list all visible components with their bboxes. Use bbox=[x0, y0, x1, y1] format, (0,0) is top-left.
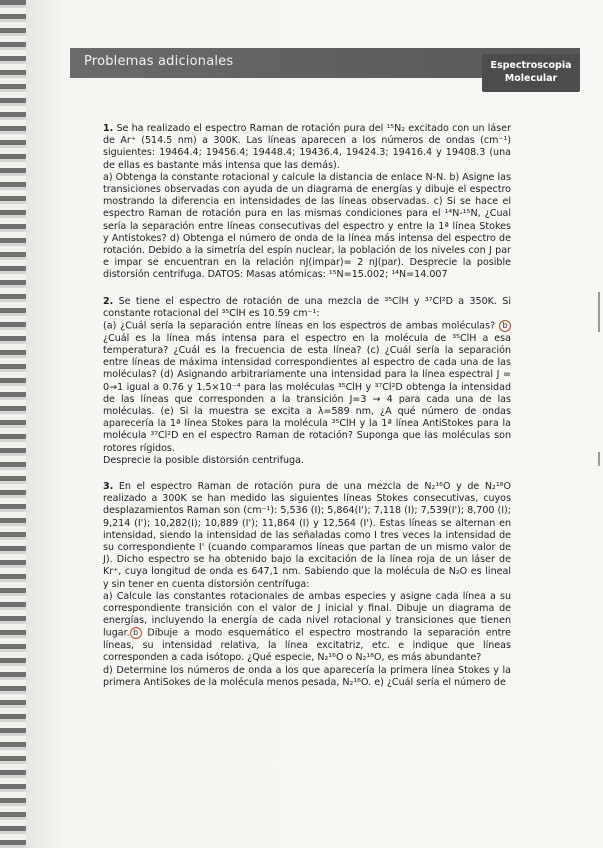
problem-3 bbox=[103, 481, 511, 689]
problem-text: En el espectro Raman de rotación pura de una mezcla de N₂¹⁶O y de N₂¹⁸O realizado a 300K se han medido las siguientes líneas Stokes consecutivas, cuyos desplazamientos Raman son (cm⁻¹): 5,536 (I); 5,864(I'); 7,118 (I); 7,539(I'); 8,700 (I); 9,214 (I'); 10,282(I); 10,889 (I'); 11,864 (I) y 12,564 (I'). Estas líneas se alternan en intensidad, siendo la intensidad de las señaladas como I tres veces la intensidad de su correspondiente I' (cuando comparamos líneas que partan de un mismo valor de J). Dicho espectro se ha obtenido bajo la excitación de la línea roja de un láser de Kr⁺, cuya longitud de onda es 647,1 nm. Sabiendo que la molécula de N₂O es lineal y sin tener en cuenta distorsión centrífuga: bbox=[103, 480, 511, 590]
problem-text: a) Calcule las constantes rotacionales de ambas especies y asigne cada línea a su correspondiente transición con el valor de J inicial y final. Dibuje un diagrama de energías, incluyendo la energía de cada nivel rotacional y transiciones que tienen lugar. bbox=[103, 590, 511, 639]
circled-letter-mark: b bbox=[499, 320, 511, 332]
spiral-binding bbox=[0, 0, 26, 848]
page-edge-mark bbox=[598, 452, 600, 466]
topic-badge bbox=[482, 54, 580, 92]
problem-1-questions: a) Obtenga la constante rotacional y calcule la distancia de enlace N-N. b) Asigne las transiciones observadas con ayuda de un diagrama de energías y dibuje el espectro mostrando la diferencia en intensidades de las líneas observadas. c) Si se hace el espectro Raman de rotación pura en las mismas condiciones para el ¹⁴N-¹⁵N, ¿Cual sería la separación entre líneas consecutivas del espectro y entre la 1ª línea Stokes y Antistokes? d) Obtenga el número de onda de la línea más intensa del espectro de rotación. Debido a la simetría del espín nuclear, la población de los niveles con J par e impar se encuentran en la relación nJ(impar)= 2 nJ(par). Desprecie la posible distorsión centrifuga. DATOS: Masas atómicas: ¹⁵N=15.002; ¹⁴N=14.007 bbox=[103, 171, 511, 281]
problem-text: Se ha realizado el espectro Raman de rotación pura del ¹⁵N₂ excitado con un láser de Ar⁺ (514.5 nm) a 300K. Las líneas aparecen a los números de ondas (cm⁻¹) siguientes: 19464.4; 19456.4; 19448.4; 19436.4, 19424.3; 19416.4 y 19408.3 (una de ellas es bastante más intensa que las demás). bbox=[103, 123, 511, 171]
problem-3-statement bbox=[103, 481, 511, 591]
problem-text: Dibuje a modo esquemático el espectro mostrando la separación entre líneas, su intensidad relativa, la línea excitatriz, etc. e indique que líneas corresponden a cada isótopo. ¿Qué especie, N₂¹⁶O o N₂¹⁸O, es más abundante? bbox=[103, 627, 511, 664]
problem-2-statement bbox=[103, 296, 511, 320]
topic-badge-line2: Molecular bbox=[504, 73, 558, 84]
problem-number: 1. bbox=[103, 123, 114, 134]
circled-letter-mark: b bbox=[130, 627, 142, 639]
page-section-title: Problemas adicionales bbox=[84, 54, 234, 69]
problem-text: Se tiene el espectro de rotación de una mezcla de ³⁵ClH y ³⁷Cl²D a 350K. Si constante rotacional del ³⁵ClH es 10.59 cm⁻¹: bbox=[103, 295, 511, 319]
problem-2-questions bbox=[103, 320, 511, 455]
problem-1 bbox=[103, 123, 511, 282]
problem-3-continuation: d) Determine los números de onda a los que aparecería la primera línea Stokes y la primera AntiSokes de la molécula menos pesada, N₂¹⁶O. e) ¿Cuál sería el número de bbox=[103, 664, 511, 688]
problem-1-statement bbox=[103, 123, 511, 172]
topic-badge-line1: Espectroscopia bbox=[490, 60, 572, 71]
problem-text: (a) ¿Cuál sería la separación entre líneas en los espectros de ambas moléculas? bbox=[103, 320, 499, 332]
problem-2 bbox=[103, 296, 511, 467]
problem-number: 3. bbox=[103, 480, 114, 492]
problem-number: 2. bbox=[103, 295, 114, 307]
problem-2-note: Desprecie la posible distorsión centrifuga. bbox=[103, 454, 304, 466]
problem-list bbox=[103, 123, 511, 703]
problem-3-questions bbox=[103, 591, 511, 665]
problem-text: ¿Cuál es la línea más intensa para el espectro en la molécula de ³⁵ClH a esa temperatura? ¿Cuál es la frecuencia de esta línea? (c) ¿Cuál sería la separación entre líneas de máxima intensidad correspondientes al espectro de cada una de las moléculas? (d) Asignando arbitrariamente una intensidad para la línea espectral J = 0→1 igual a 0.76 y 1.5×10⁻⁴ para las moléculas ³⁵ClH y ³⁷Cl²D obtenga la intensidad de las líneas que corresponden a la transición J=3 → 4 para cada una de las moléculas. (e) Si la muestra se excita a λ=589 nm, ¿A qué número de ondas aparecería la 1ª línea Stokes para la molécula ³⁵ClH y la 1ª línea AntiStokes para la molécula ³⁷Cl²D en el espectro Raman de rotación? Suponga que las moléculas son rotores rígidos. bbox=[103, 332, 511, 454]
page-edge-mark bbox=[598, 292, 600, 332]
